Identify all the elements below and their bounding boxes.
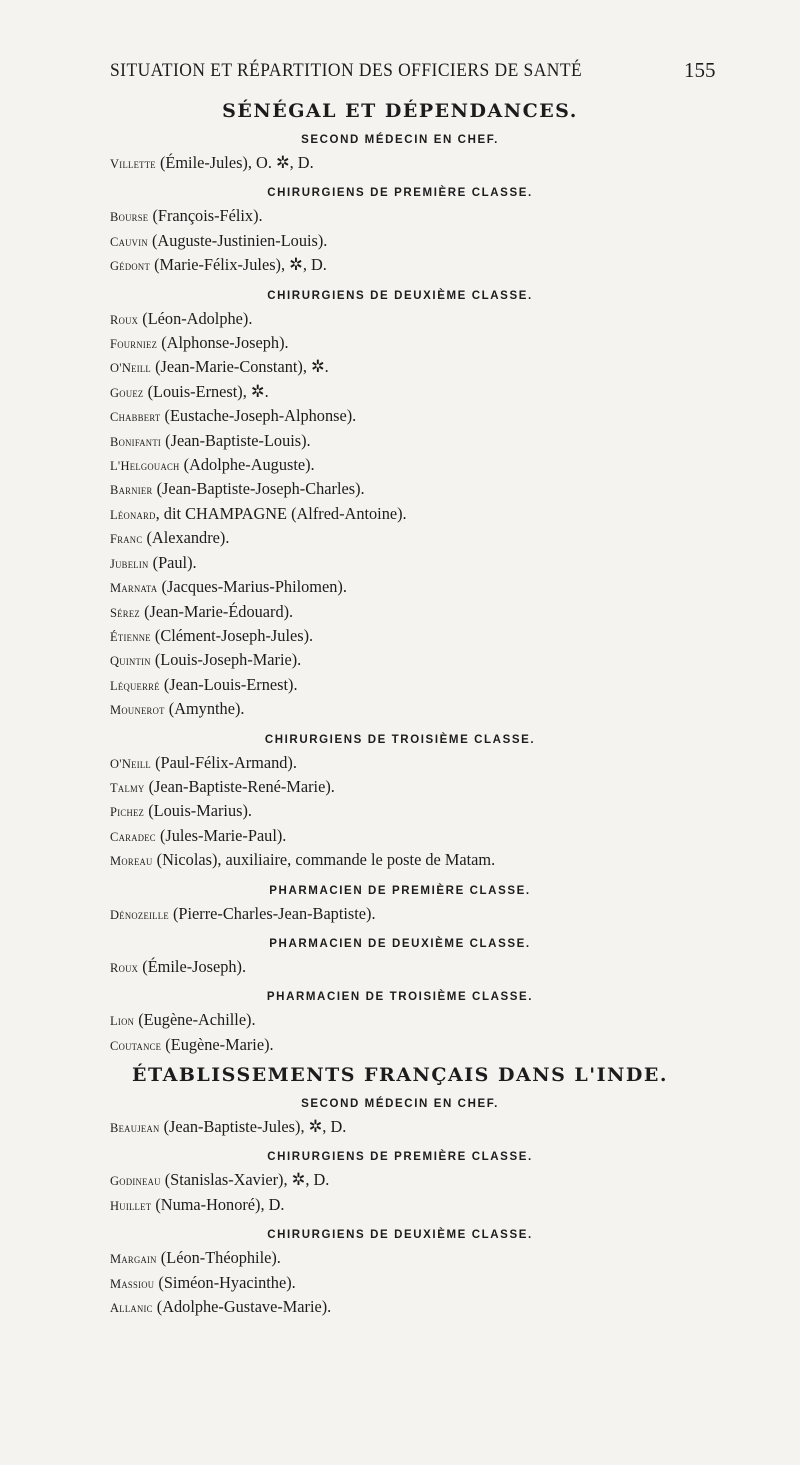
officer-entry	[110, 502, 667, 526]
officer-surname: Caradec	[110, 828, 156, 844]
officer-entry	[110, 775, 667, 799]
officer-surname: Lion	[110, 1013, 135, 1029]
running-head: SITUATION ET RÉPARTITION DES OFFICIERS DE SANTÉ	[110, 60, 583, 81]
section-inde	[110, 1064, 690, 1319]
officer-surname: Godineau	[110, 1173, 161, 1189]
officer-details: (Jean-Baptiste-Jules), ✲, D.	[159, 1117, 347, 1136]
officer-entry	[110, 902, 667, 926]
officer-surname: Margain	[110, 1251, 157, 1267]
officer-details: (Louis-Ernest), ✲.	[143, 381, 269, 401]
officer-entry	[110, 355, 667, 379]
officer-surname: L'Helgouach	[110, 458, 180, 474]
officer-entry	[110, 551, 667, 575]
officer-entry	[110, 253, 667, 277]
officer-surname: Franc	[110, 531, 143, 547]
officer-entry	[110, 1193, 667, 1217]
officer-entry	[110, 1115, 667, 1139]
officer-entry	[110, 575, 667, 599]
officer-details: (Louis-Joseph-Marie).	[150, 650, 302, 670]
officer-entry	[110, 404, 667, 428]
officer-details: (Émile-Joseph).	[138, 956, 247, 976]
officer-entry	[110, 477, 667, 501]
rank-heading: PHARMACIEN DE DEUXIÈME CLASSE.	[269, 937, 531, 950]
officer-details: (Paul-Félix-Armand).	[151, 752, 297, 772]
officer-details: (Jean-Baptiste-René-Marie).	[144, 776, 335, 796]
rank-heading: CHIRURGIENS DE PREMIÈRE CLASSE.	[267, 1151, 533, 1164]
officer-entry	[110, 1271, 667, 1295]
officer-surname: Gédont	[110, 258, 151, 274]
officer-entry	[110, 1008, 667, 1032]
officer-details: (Eugène-Achille).	[134, 1010, 256, 1030]
officer-entry	[110, 600, 667, 624]
rank-heading: CHIRURGIENS DE PREMIÈRE CLASSE.	[267, 187, 533, 200]
rank-heading: SECOND MÉDECIN EN CHEF.	[301, 134, 499, 146]
officer-surname: Quintin	[110, 653, 151, 669]
officer-entry	[110, 751, 667, 775]
officer-entry	[110, 1168, 667, 1192]
officer-surname: Pichez	[110, 804, 145, 820]
officer-surname: Roux	[110, 959, 139, 975]
officer-surname: Fourniez	[110, 336, 158, 352]
officer-details: (Adolphe-Auguste).	[179, 455, 315, 475]
rank-heading: CHIRURGIENS DE TROISIÈME CLASSE.	[264, 733, 536, 746]
officer-surname: Jubelin	[110, 555, 149, 571]
officer-entry	[110, 307, 667, 331]
section-title: SÉNÉGAL ET DÉPENDANCES.	[222, 100, 578, 122]
officer-entry	[110, 824, 667, 848]
officer-surname: Beaujean	[110, 1120, 160, 1135]
officer-entry	[110, 380, 667, 404]
officer-details: (Numa-Honoré), D.	[151, 1194, 285, 1214]
officer-details: (Jean-Baptiste-Louis).	[161, 430, 311, 450]
officer-entry	[110, 204, 667, 228]
officer-entry	[110, 1246, 667, 1270]
officer-entry	[110, 848, 667, 872]
officer-entry	[110, 673, 667, 697]
officer-surname: Bourse	[110, 209, 149, 225]
officer-details: (Adolphe-Gustave-Marie).	[152, 1297, 332, 1317]
section-title: ÉTABLISSEMENTS FRANÇAIS DANS L'INDE.	[132, 1064, 668, 1086]
officer-entry	[110, 624, 667, 648]
officer-details: (Marie-Félix-Jules), ✲, D.	[150, 255, 327, 275]
rank-heading: PHARMACIEN DE TROISIÈME CLASSE.	[266, 991, 534, 1004]
section-senegal	[110, 100, 690, 1057]
officer-surname: Dénozeille	[110, 906, 169, 922]
officer-details: (Clément-Joseph-Jules).	[150, 625, 314, 645]
officer-entry	[110, 799, 667, 823]
officer-entry	[110, 331, 667, 355]
officer-surname: Gouez	[110, 384, 144, 400]
officer-details: (Jacques-Marius-Philomen).	[157, 577, 347, 597]
officer-details: (Pierre-Charles-Jean-Baptiste).	[168, 903, 376, 923]
officer-details: (Paul).	[148, 552, 197, 572]
officer-details: (Alexandre).	[142, 528, 230, 548]
officer-surname: Chabbert	[110, 409, 161, 425]
officer-surname: Bonifanti	[110, 433, 162, 449]
officer-surname: Villette	[110, 156, 156, 171]
officer-details: (Jean-Baptiste-Joseph-Charles).	[152, 479, 365, 499]
officer-details: (Alphonse-Joseph).	[157, 333, 289, 353]
officer-surname: Coutance	[110, 1037, 162, 1053]
officer-details: (Amynthe).	[164, 699, 245, 719]
officer-details: (Jean-Marie-Constant), ✲.	[151, 357, 329, 377]
officer-details: (Eugène-Marie).	[161, 1034, 274, 1054]
officer-surname: Talmy	[110, 779, 145, 795]
officer-entry	[110, 697, 667, 721]
officer-details: (Léon-Théophile).	[156, 1248, 281, 1268]
officer-details: (Émile-Jules), O. ✲, D.	[155, 153, 314, 172]
rank-heading: SECOND MÉDECIN EN CHEF.	[301, 1098, 499, 1110]
officer-surname: Allanic	[110, 1300, 153, 1316]
officer-details: (Stanislas-Xavier), ✲, D.	[160, 1170, 330, 1190]
officer-entry	[110, 229, 667, 253]
officer-surname: Léquerré	[110, 677, 160, 693]
page-number: 155	[684, 58, 716, 82]
officer-details: (Jules-Marie-Paul).	[155, 825, 287, 845]
officer-entry	[110, 453, 667, 477]
officer-details: (Siméon-Hyacinthe).	[154, 1272, 296, 1292]
officer-entry	[110, 151, 667, 175]
officer-surname: Marnata	[110, 580, 158, 596]
officer-surname: Léonard	[110, 506, 156, 522]
officer-surname: Moreau	[110, 853, 153, 869]
officer-surname: O'Neill	[110, 360, 152, 376]
officer-surname: Huillet	[110, 1197, 152, 1213]
officer-surname: O'Neill	[110, 755, 152, 771]
officer-details: (François-Félix).	[148, 206, 263, 226]
officer-details: (Léon-Adolphe).	[138, 308, 253, 328]
officer-entry	[110, 955, 667, 979]
officer-details: (Nicolas), auxiliaire, commande le poste de Matam.	[152, 850, 496, 870]
rank-heading: CHIRURGIENS DE DEUXIÈME CLASSE.	[267, 289, 533, 302]
rank-heading: PHARMACIEN DE PREMIÈRE CLASSE.	[269, 884, 531, 897]
officer-surname: Barnier	[110, 482, 153, 498]
officer-entry	[110, 1033, 667, 1057]
officer-details: (Louis-Marius).	[144, 801, 252, 821]
officer-entry	[110, 429, 667, 453]
officer-details: (Jean-Marie-Édouard).	[139, 601, 294, 621]
officer-surname: Mounerot	[110, 702, 165, 718]
officer-details: (Eustache-Joseph-Alphonse).	[160, 406, 357, 426]
officer-surname: Roux	[110, 311, 139, 327]
officer-details: , dit CHAMPAGNE (Alfred-Antoine).	[155, 503, 407, 523]
officer-entry	[110, 526, 667, 550]
officer-surname: Étienne	[110, 628, 151, 644]
officer-details: (Jean-Louis-Ernest).	[159, 674, 298, 694]
officer-details: (Auguste-Justinien-Louis).	[147, 230, 328, 250]
officer-surname: Massiou	[110, 1275, 155, 1291]
officer-entry	[110, 1295, 667, 1319]
rank-heading: CHIRURGIENS DE DEUXIÈME CLASSE.	[267, 1229, 533, 1242]
officer-surname: Sérez	[110, 604, 140, 620]
officer-entry	[110, 648, 667, 672]
officer-surname: Cauvin	[110, 233, 148, 249]
